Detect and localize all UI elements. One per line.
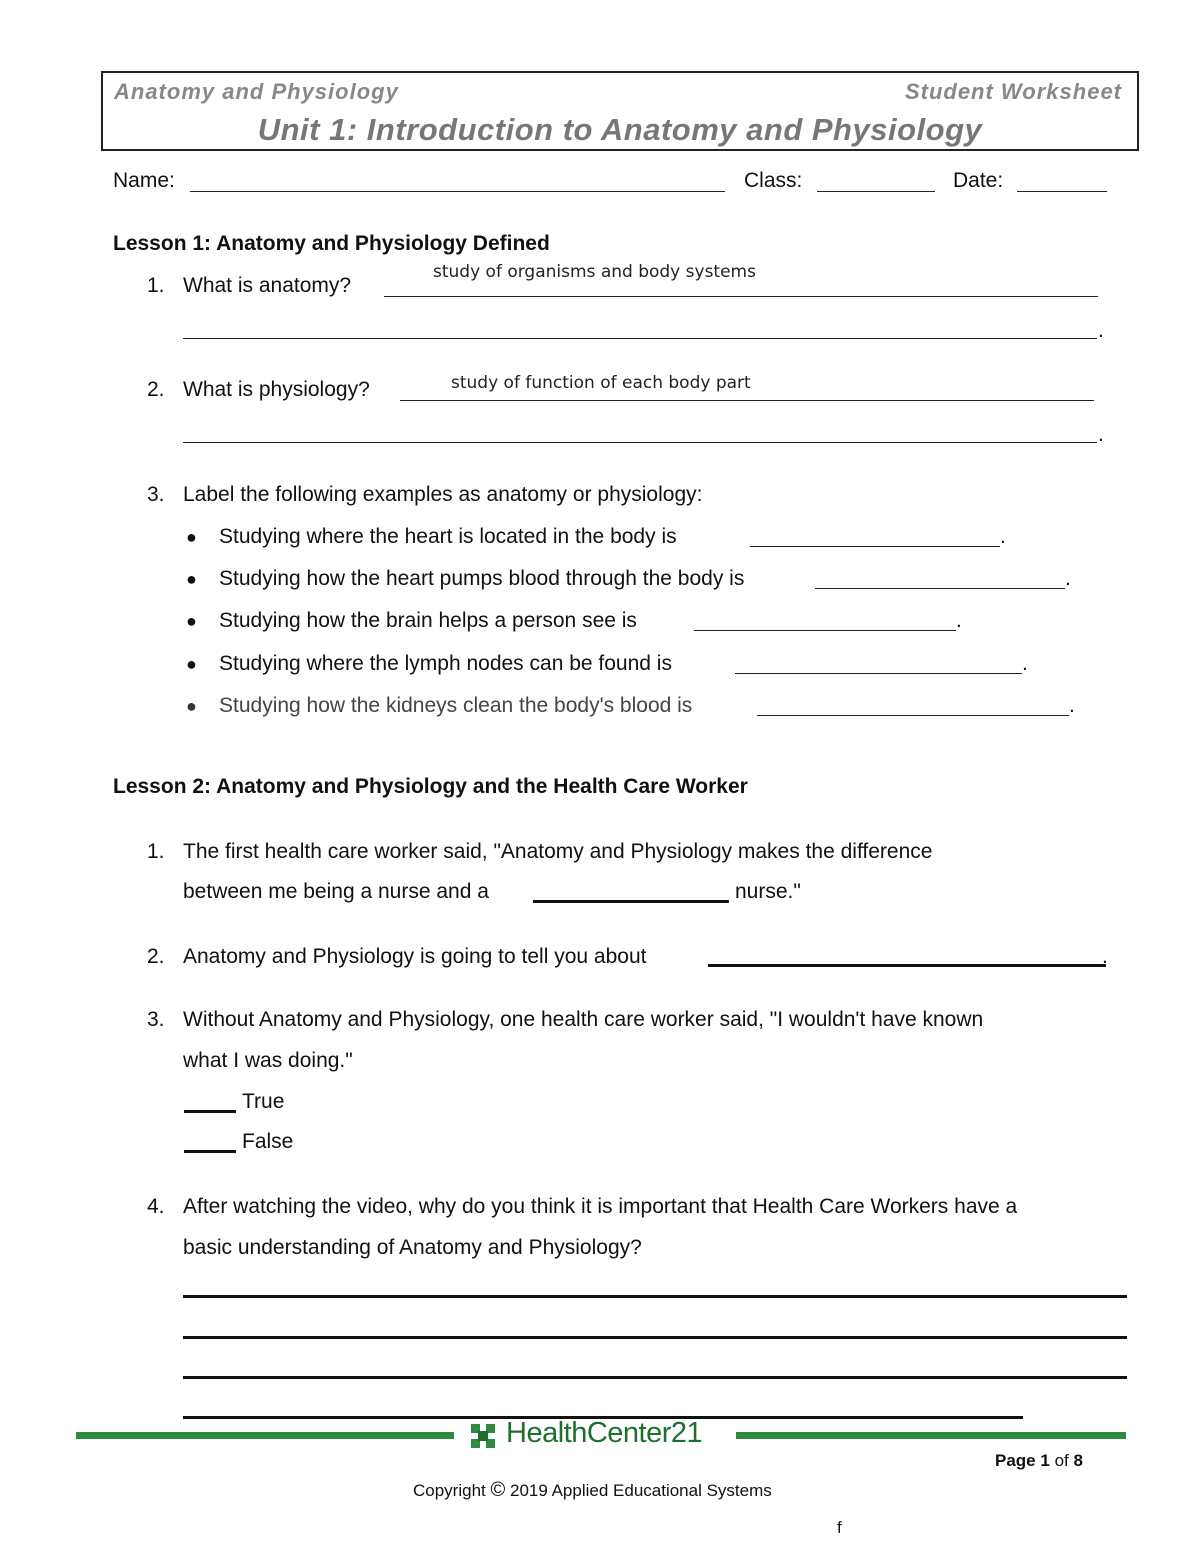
l2-q1-line-1: The first health care worker said, "Anatomy and Physiology makes the difference [183, 840, 933, 863]
lesson2-title: Lesson 2: Anatomy and Physiology and the Health Care Worker [113, 775, 748, 798]
l2-q4-answer-line-2[interactable] [183, 1336, 1127, 1339]
lesson1-title: Lesson 1: Anatomy and Physiology Defined [113, 232, 550, 255]
period-mark: . [1000, 525, 1006, 548]
l1-q2-text: What is physiology? [183, 378, 370, 401]
copyright-text: 2019 Applied Educational Systems [509, 1481, 772, 1500]
period-mark: . [1065, 567, 1071, 590]
date-field[interactable] [1017, 191, 1107, 192]
bullet-icon: ● [186, 569, 197, 589]
l1-q3-item-3-blank[interactable] [694, 630, 956, 631]
l1-q2-number: 2. [147, 378, 165, 401]
name-field[interactable] [190, 191, 725, 192]
period-mark: . [1102, 945, 1108, 968]
l2-q4-number: 4. [147, 1195, 165, 1218]
l1-q1-answer[interactable]: study of organisms and body systems [433, 262, 756, 282]
l2-q1-blank[interactable] [533, 900, 729, 903]
l2-q4-line-2: basic understanding of Anatomy and Physiology? [183, 1236, 642, 1259]
l1-q1-number: 1. [147, 274, 165, 297]
period-mark: . [1022, 652, 1028, 675]
l2-q3-number: 3. [147, 1008, 165, 1031]
l1-q3-item-2: Studying how the heart pumps blood through the body is [219, 567, 745, 590]
l1-q3-item-5: Studying how the kidneys clean the body's blood is [219, 694, 693, 717]
page-of: of [1054, 1451, 1069, 1470]
l2-q2-blank[interactable] [708, 964, 1106, 967]
period-mark: . [1098, 319, 1104, 342]
unit-title: Unit 1: Introduction to Anatomy and Physiology [257, 112, 983, 147]
copyright-icon: © [490, 1479, 506, 1501]
l1-q1-answer-line-1 [384, 296, 1098, 297]
true-option: True [242, 1090, 285, 1113]
false-option: False [242, 1130, 294, 1153]
l2-q2-text: Anatomy and Physiology is going to tell you about [183, 945, 647, 968]
bullet-icon: ● [186, 654, 197, 674]
name-label: Name: [113, 169, 175, 192]
l1-q1-text: What is anatomy? [183, 274, 352, 297]
healthcenter-logo-icon [469, 1422, 497, 1450]
class-label: Class: [744, 169, 803, 192]
l1-q2-answer[interactable]: study of function of each body part [451, 373, 751, 393]
header-worksheet-label: Student Worksheet [904, 79, 1122, 104]
copyright-label: Copyright [413, 1481, 486, 1500]
l2-q4-answer-line-3[interactable] [183, 1376, 1127, 1379]
l1-q1-answer-line-2 [183, 338, 1097, 339]
page-label: Page [995, 1451, 1036, 1470]
l1-q3-item-2-blank[interactable] [815, 588, 1065, 589]
l1-q3-text: Label the following examples as anatomy or physiology: [183, 483, 703, 506]
period-mark: . [956, 609, 962, 632]
bullet-icon: ● [186, 527, 197, 547]
copyright [413, 1479, 772, 1502]
l1-q3-number: 3. [147, 483, 165, 506]
l2-q1-number: 1. [147, 840, 165, 863]
l2-q1-line-2a: between me being a nurse and a [183, 880, 489, 903]
l1-q3-item-1: Studying where the heart is located in the body is [219, 525, 677, 548]
class-field[interactable] [817, 191, 935, 192]
bullet-icon: ● [186, 611, 197, 631]
l1-q3-item-1-blank[interactable] [750, 546, 1000, 547]
l1-q2-answer-line-1 [400, 400, 1094, 401]
false-blank[interactable] [184, 1150, 236, 1153]
l1-q3-item-4: Studying where the lymph nodes can be found is [219, 652, 672, 675]
l1-q2-answer-line-2 [183, 442, 1097, 443]
true-blank[interactable] [184, 1110, 236, 1113]
l2-q1-line-2b: nurse." [735, 880, 801, 903]
l2-q4-answer-line-1[interactable] [183, 1295, 1127, 1298]
date-label: Date: [953, 169, 1004, 192]
page-number [995, 1451, 1083, 1471]
period-mark: . [1098, 423, 1104, 446]
bullet-icon: ● [186, 696, 197, 716]
l2-q3-line-2: what I was doing." [183, 1049, 353, 1072]
l1-q3-item-4-blank[interactable] [735, 673, 1022, 674]
l2-q3-line-1: Without Anatomy and Physiology, one health care worker said, "I wouldn't have known [183, 1008, 984, 1031]
l1-q3-item-3: Studying how the brain helps a person see is [219, 609, 637, 632]
header-subject: Anatomy and Physiology [114, 79, 399, 104]
period-mark: . [1069, 694, 1075, 717]
healthcenter-logo-text: HealthCenter21 [506, 1417, 703, 1449]
footer-mark: f [837, 1518, 842, 1537]
l2-q2-number: 2. [147, 945, 165, 968]
page-current: 1 [1040, 1451, 1050, 1470]
footer-bar-right [736, 1432, 1126, 1439]
footer-bar-left [76, 1432, 454, 1439]
l2-q4-line-1: After watching the video, why do you think it is important that Health Care Workers have a [183, 1195, 1018, 1218]
page-total: 8 [1073, 1451, 1083, 1470]
l1-q3-item-5-blank[interactable] [757, 715, 1069, 716]
